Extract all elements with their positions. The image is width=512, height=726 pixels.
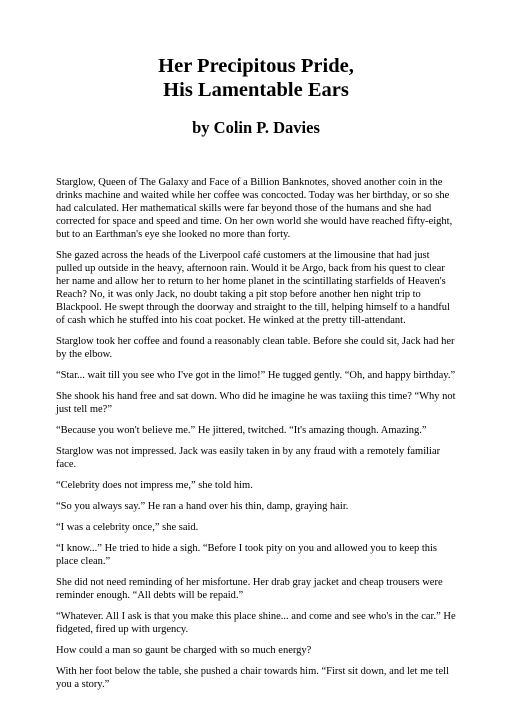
paragraph: “Because you won't believe me.” He jittered, twitched. “It's amazing though. Amazing.”: [56, 425, 427, 436]
paragraph: She did not need reminding of her misfortune. Her drab gray jacket and cheap trousers were reminder enough. “All debts will be repaid.”: [56, 577, 443, 601]
paragraph: “Celebrity does not impress me,” she told him.: [56, 480, 253, 491]
paragraph: With her foot below the table, she pushed a chair towards him. “First sit down, and let me tell you a story.”: [56, 666, 449, 690]
paragraph: Starglow was not impressed. Jack was easily taken in by any fraud with a remotely familiar face.: [56, 446, 441, 470]
title-line-1: Her Precipitous Pride,: [158, 55, 354, 77]
paragraph: “I know...” He tried to hide a sigh. “Before I took pity on you and allowed you to keep this place clean.”: [56, 543, 438, 567]
story-body: [56, 176, 456, 691]
paragraph: She shook his hand free and sat down. Who did he imagine he was taxiing this time? “Why not just tell me?”: [56, 391, 456, 415]
paragraph: “Star... wait till you see who I've got in the limo!” He tugged gently. “Oh, and happy birthday.”: [56, 370, 456, 381]
paragraph: “So you always say.” He ran a hand over his thin, damp, graying hair.: [56, 501, 349, 512]
paragraph: How could a man so gaunt be charged with so much energy?: [56, 645, 312, 656]
story-title: [56, 54, 456, 102]
author-byline: by Colin P. Davies: [192, 118, 320, 137]
paragraph: Starglow, Queen of The Galaxy and Face of a Billion Banknotes, shoved another coin in the drinks machine and waited while her coffee was concocted. Today was her birthday, or so she had calculated. Her mathematical skills were far beyond those of the humans and she had corrected for space and speed and time. On her own world she would have reached fifty-eight, but to an Earthman's eye she looked no more than forty.: [56, 177, 453, 240]
paragraph: “Whatever. All I ask is that you make this place shine... and come and see who's in the car.” He fidgeted, fired up with urgency.: [56, 611, 456, 635]
paragraph: She gazed across the heads of the Liverpool café customers at the limousine that had just pulled up outside in the heavy, afternoon rain. Would it be Argo, back from his quest to clear her name and allow her to return to her home planet in the scintillating starfields of Heaven's Reach? No, it was only Jack, no doubt taking a pit stop before another hen night trip to Blackpool. He swept through the doorway and straight to the till, helping himself to a handful of cash which he stuffed into his coat pocket. He winked at the pretty till-attendant.: [56, 250, 450, 326]
title-line-2: His Lamentable Ears: [163, 79, 349, 101]
paragraph: “I was a celebrity once,” she said.: [56, 522, 199, 533]
paragraph: Starglow took her coffee and found a reasonably clean table. Before she could sit, Jack had her by the elbow.: [56, 336, 455, 360]
